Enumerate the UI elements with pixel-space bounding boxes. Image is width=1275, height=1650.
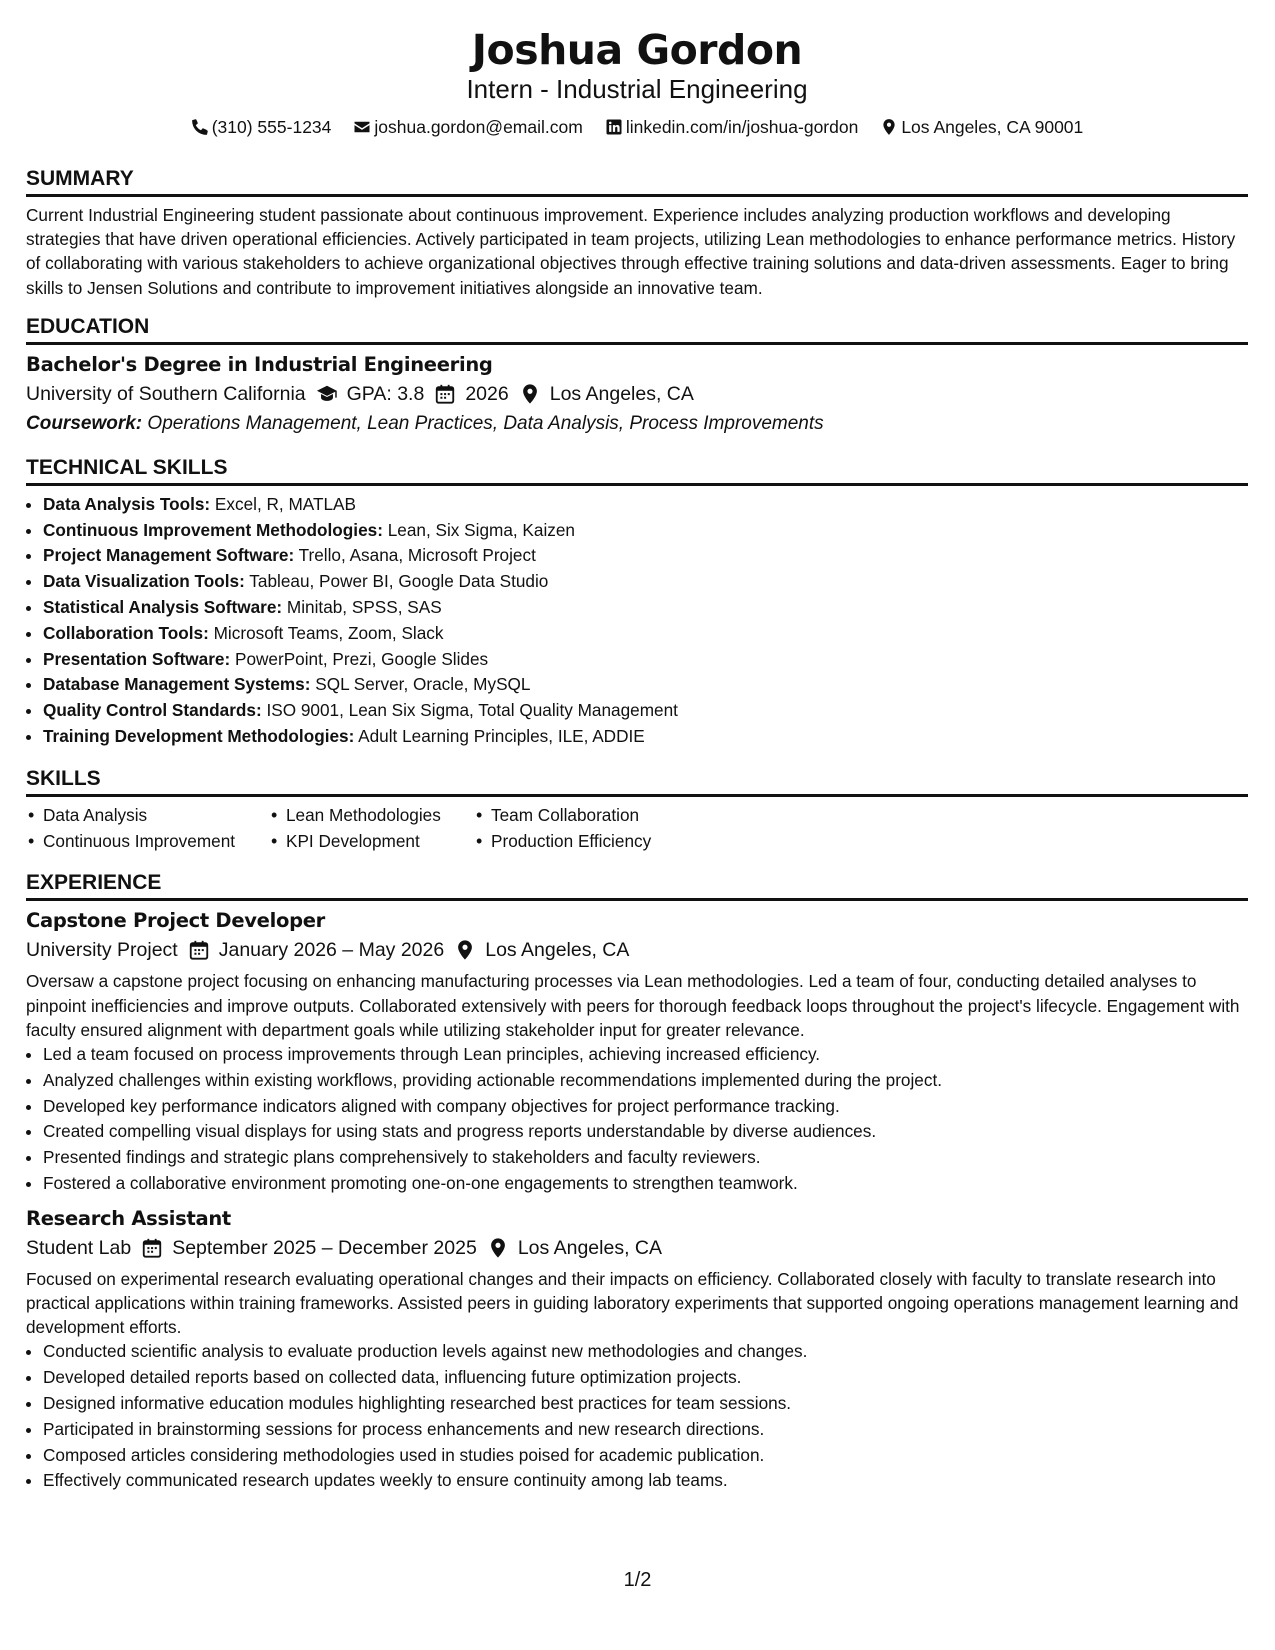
education-section [26,314,1248,439]
linkedin-icon [605,118,623,136]
list-item [43,569,1248,595]
map-pin-icon [519,383,541,405]
linkedin-text: linkedin.com/in/joshua-gordon [625,117,859,137]
envelope-icon [353,118,371,136]
job-meta [26,935,1248,965]
list-item: • Presented findings and strategic plans comprehensively to stakeholders and faculty reviewers. [43,1145,1248,1171]
skill-category: Quality Control Standards: [43,700,262,721]
skill-item: • Continuous Improvement [26,829,269,855]
skills-grid [26,803,1248,855]
job-bullets [26,1042,1248,1197]
location-text: Los Angeles, CA 90001 [901,117,1084,137]
job-location: Los Angeles, CA [485,939,630,962]
contact-phone[interactable] [191,114,332,140]
list-item: • Effectively communicated research updates weekly to ensure continuity among lab teams. [43,1468,1248,1494]
list-item: • Developed key performance indicators aligned with company objectives for project performance tracking. [43,1094,1248,1120]
candidate-name: Joshua Gordon [471,26,803,74]
list-item: • Composed articles considering methodologies used in studies poised for academic publication. [43,1443,1248,1469]
contact-location [880,114,1083,140]
skill-category: Collaboration Tools: [43,622,209,643]
list-item: • Created compelling visual displays for using stats and progress reports understandable by diverse audiences. [43,1119,1248,1145]
calendar-icon [188,939,210,961]
job-title: Capstone Project Developer [26,909,325,933]
list-item: • Led a team focused on process improvements through Lean principles, achieving increased efficiency. [43,1042,1248,1068]
job-location: Los Angeles, CA [517,1236,662,1259]
contact-bar [26,114,1248,140]
list-item: • Conducted scientific analysis to evaluate production levels against new methodologies and changes. [43,1339,1248,1365]
skill-item: • Data Analysis [26,803,269,829]
candidate-title: Intern - Industrial Engineering [466,74,808,104]
job-org: University Project [26,939,178,962]
map-pin-icon [880,118,898,136]
list-item [43,724,1248,750]
list-item [43,543,1248,569]
skill-item: • KPI Development [269,829,474,855]
list-item: • Developed detailed reports based on collected data, influencing future optimization projects. [43,1365,1248,1391]
skill-category: Database Management Systems: [43,674,311,695]
coursework-label: Coursework: [26,412,143,434]
skill-item: • Lean Methodologies [269,803,474,829]
section-heading-experience: EXPERIENCE [26,870,1248,901]
skill-values: Excel, R, MATLAB [214,493,356,514]
list-item: • Fostered a collaborative environment promoting one-on-one engagements to strengthen teamwork. [43,1171,1248,1197]
summary-text: Current Industrial Engineering student passionate about continuous improvement. Experience includes analyzing production workflows and developing strategies that have driven operational efficiencies. Actively participated in team projects, utilizing Lean methodologies to enhance performance metrics. History of collaborating with various stakeholders to achieve organizational objectives through effective training solutions and data-driven assessments. Eager to bring skills to Jensen Solutions and contribute to improvement initiatives alongside an innovative team. [26,205,1236,298]
job-dates: September 2025 – December 2025 [172,1236,477,1259]
skills-section [26,766,1248,855]
job-entry [26,907,1248,1196]
summary-section [26,166,1248,300]
section-heading-technical-skills: TECHNICAL SKILLS [26,455,1248,486]
list-item [43,518,1248,544]
education-meta [26,379,1248,409]
skill-values: Minitab, SPSS, SAS [286,597,442,617]
list-item: • Participated in brainstorming sessions for process enhancements and new research directions. [43,1417,1248,1443]
job-org: Student Lab [26,1236,132,1259]
coursework-list: Operations Management, Lean Practices, Data Analysis, Process Improvements [147,412,824,434]
job-dates: January 2026 – May 2026 [218,939,445,962]
school-name: University of Southern California [26,382,306,405]
skill-item: • Team Collaboration [474,803,774,829]
skill-category: Data Visualization Tools: [43,571,245,592]
school-location: Los Angeles, CA [549,382,694,405]
list-item [43,698,1248,724]
map-pin-icon [454,939,476,961]
list-item [43,492,1248,518]
list-item [43,672,1248,698]
job-summary: Focused on experimental research evaluating operational changes and their impacts on efficiency. Collaborated closely with faculty to translate research into practical applications within training frameworks. Assisted peers in guiding laboratory experiments that supported ongoing operations management learning and development efforts. [26,1268,1239,1338]
skill-values: Adult Learning Principles, ILE, ADDIE [358,725,645,746]
skill-category: Data Analysis Tools: [43,493,211,514]
skill-values: SQL Server, Oracle, MySQL [315,674,531,695]
job-title: Research Assistant [26,1206,231,1230]
map-pin-icon [487,1237,509,1259]
skill-values: ISO 9001, Lean Six Sigma, Total Quality Management [266,700,678,721]
graduation-year: 2026 [465,382,509,405]
graduation-cap-icon [316,383,338,405]
gpa: GPA: 3.8 [346,382,425,405]
job-bullets [26,1339,1248,1494]
list-item [43,595,1248,621]
skill-item: • Production Efficiency [474,829,774,855]
section-heading-summary: SUMMARY [26,166,1248,197]
skill-category: Training Development Methodologies: [43,725,355,746]
technical-skills-section [26,455,1248,750]
experience-section [26,870,1248,1494]
list-item: • Designed informative education modules highlighting researched best practices for team sessions. [43,1391,1248,1417]
contact-email[interactable] [353,114,582,140]
resume-page [26,0,1248,1494]
section-heading-skills: SKILLS [26,766,1248,797]
list-item: • Analyzed challenges within existing workflows, providing actionable recommendations implemented during the project. [43,1068,1248,1094]
resume-header [26,24,1248,140]
skill-values: PowerPoint, Prezi, Google Slides [234,648,489,669]
skill-category: Statistical Analysis Software: [43,597,283,617]
calendar-icon [141,1237,163,1259]
job-meta [26,1233,1248,1263]
contact-linkedin[interactable] [605,114,859,140]
skill-values: Microsoft Teams, Zoom, Slack [213,622,444,643]
coursework [26,409,1248,439]
skill-category: Project Management Software: [43,545,295,566]
list-item [43,621,1248,647]
degree-title: Bachelor's Degree in Industrial Engineering [26,352,493,376]
skill-category: Continuous Improvement Methodologies: [43,519,383,540]
phone-icon [191,118,209,136]
email-text: joshua.gordon@email.com [374,117,583,137]
technical-skills-list [26,492,1248,750]
page-number: 1/2 [623,1569,652,1591]
skill-values: Lean, Six Sigma, Kaizen [387,519,575,540]
list-item [43,647,1248,673]
job-entry [26,1205,1248,1494]
section-heading-education: EDUCATION [26,314,1248,345]
job-summary: Oversaw a capstone project focusing on enhancing manufacturing processes via Lean methodologies. Led a team of four, conducting detailed analyses to pinpoint inefficiencies and improve outputs. Collaborated extensively with peers for thorough feedback loops throughout the project's lifecycle. Engagement with faculty ensured alignment with department goals while utilizing stakeholder input for greater relevance. [26,971,1240,1040]
skill-category: Presentation Software: [43,648,231,669]
calendar-icon [434,383,456,405]
phone-text: (310) 555-1234 [211,117,332,137]
skill-values: Trello, Asana, Microsoft Project [298,545,536,566]
skill-values: Tableau, Power BI, Google Data Studio [249,571,549,592]
